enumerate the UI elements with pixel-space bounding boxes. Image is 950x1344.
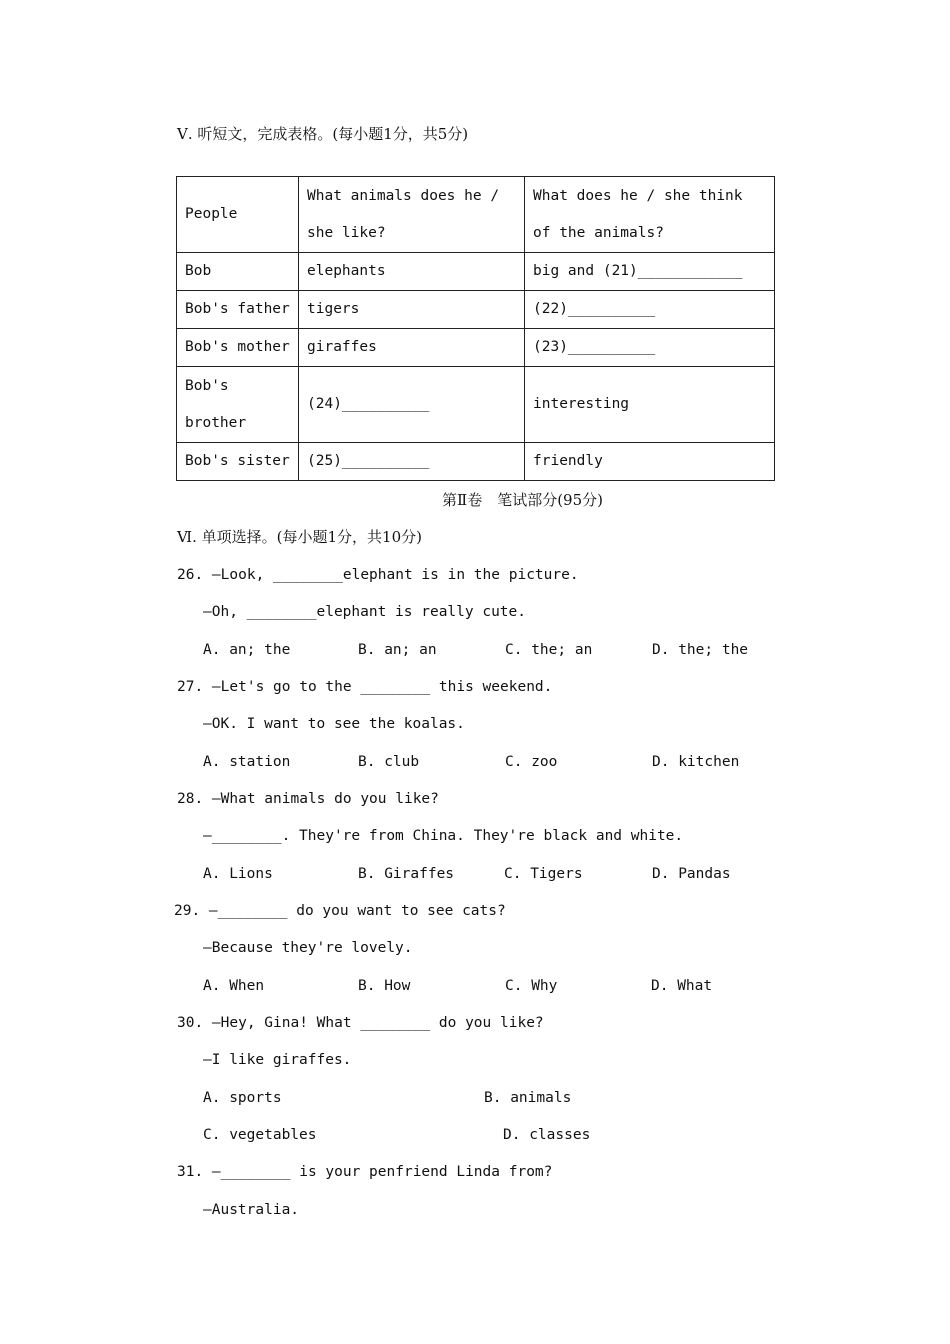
table-header-cell: What does he / she think of the animals? (525, 177, 775, 253)
question-26-option-a: A. an; the (203, 642, 291, 658)
question-30-stem: 30. —Hey, Gina! What ________ do you like? (177, 1015, 544, 1031)
question-29-reply: —Because they're lovely. (203, 940, 413, 956)
question-26-stem: 26. —Look, ________elephant is in the picture. (177, 567, 579, 583)
question-31-reply: —Australia. (203, 1202, 300, 1218)
question-27-option-d: D. kitchen (652, 754, 740, 770)
question-28-reply: —________. They're from China. They're black and white. (203, 828, 684, 844)
question-29-option-b: B. How (358, 978, 411, 994)
question-28-option-d: D. Pandas (652, 866, 731, 882)
table-cell: interesting (525, 367, 775, 443)
question-26-reply: —Oh, ________elephant is really cute. (203, 604, 527, 620)
table-cell: friendly (525, 443, 775, 481)
table-header-cell: People (177, 177, 299, 253)
question-30-option-b: B. animals (484, 1090, 572, 1106)
question-30-option-a: A. sports (203, 1090, 282, 1106)
question-28-option-c: C. Tigers (504, 866, 583, 882)
table-header-row (177, 177, 775, 253)
question-26-option-d: D. the; the (652, 642, 749, 658)
part-2-title: 第Ⅱ卷 笔试部分(95分) (442, 491, 603, 509)
table-row (177, 367, 775, 443)
question-27-stem: 27. —Let's go to the ________ this weekend. (177, 679, 553, 695)
question-30-reply: —I like giraffes. (203, 1052, 352, 1068)
question-29-stem: 29. —________ do you want to see cats? (174, 903, 506, 919)
table-cell: elephants (299, 253, 525, 291)
question-30-option-c: C. vegetables (203, 1127, 317, 1143)
question-27-reply: —OK. I want to see the koalas. (203, 716, 465, 732)
table-cell: Bob (177, 253, 299, 291)
question-27-option-c: C. zoo (505, 754, 558, 770)
table-header-cell: What animals does he / she like? (299, 177, 525, 253)
table-cell: (24)__________ (299, 367, 525, 443)
section-5-title: Ⅴ. 听短文，完成表格。(每小题1分，共5分) (177, 125, 469, 143)
table-cell: Bob's brother (177, 367, 299, 443)
question-29-option-a: A. When (203, 978, 265, 994)
table-cell: Bob's sister (177, 443, 299, 481)
question-29-option-c: C. Why (505, 978, 558, 994)
table-cell: (22)__________ (525, 291, 775, 329)
table-row (177, 253, 775, 291)
question-28-option-a: A. Lions (203, 866, 273, 882)
question-26-option-c: C. the; an (505, 642, 593, 658)
table-row (177, 443, 775, 481)
table-cell: Bob's mother (177, 329, 299, 367)
table-cell: Bob's father (177, 291, 299, 329)
question-26-option-b: B. an; an (358, 642, 437, 658)
question-31-stem: 31. —________ is your penfriend Linda from? (177, 1164, 553, 1180)
table-cell: (25)__________ (299, 443, 525, 481)
question-29-option-d: D. What (651, 978, 713, 994)
section-6-title: Ⅵ. 单项选择。(每小题1分，共10分) (177, 528, 422, 546)
table-cell: big and (21)____________ (525, 253, 775, 291)
question-27-option-a: A. station (203, 754, 291, 770)
table-row (177, 329, 775, 367)
table-cell: (23)__________ (525, 329, 775, 367)
question-27-option-b: B. club (358, 754, 420, 770)
question-30-option-d: D. classes (503, 1127, 591, 1143)
answer-table (176, 176, 775, 481)
question-28-option-b: B. Giraffes (358, 866, 455, 882)
question-28-stem: 28. —What animals do you like? (177, 791, 439, 807)
table-cell: giraffes (299, 329, 525, 367)
table-row (177, 291, 775, 329)
table-cell: tigers (299, 291, 525, 329)
